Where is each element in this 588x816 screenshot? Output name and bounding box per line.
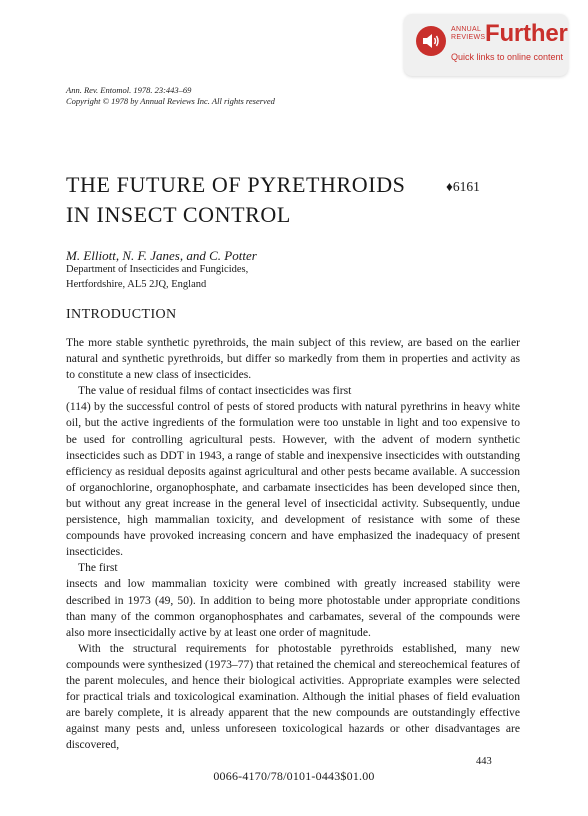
affiliation-line-2: Hertfordshire, AL5 2JQ, England — [66, 279, 207, 290]
section-heading: INTRODUCTION — [66, 307, 177, 322]
paragraph: The first — [78, 561, 118, 575]
article-code: ♦6161 — [446, 179, 480, 194]
banner-annual-text: ANNUAL — [451, 26, 482, 33]
issn-code: 0066-4170/78/0101-0443$01.00 — [213, 769, 375, 783]
annual-reviews-further-banner[interactable] — [404, 14, 568, 76]
paragraph: The value of residual films of contact insecticides was first — [78, 384, 352, 398]
paragraph: The more stable synthetic pyrethroids, the main subject of this review, are based on the earlier natural and synthetic pyrethroids, but differ so markedly from them in properties and activity as to constitute a new class of insecticides. — [66, 336, 520, 382]
banner-further-text: Further — [485, 20, 568, 47]
body-text — [66, 335, 520, 753]
title-line-1: THE FUTURE OF PYRETHROIDS — [66, 172, 406, 197]
citation-line-1: Ann. Rev. Entomol. 1978. 23:443–69 — [66, 85, 192, 95]
title-line-2: IN INSECT CONTROL — [66, 202, 291, 227]
affiliation-line-1: Department of Insecticides and Fungicides, — [66, 264, 249, 275]
paragraph: (114) by the successful control of pests of stored products with natural pyrethrins in heavy white oil, but the active ingredients of the formulation were too unstable in light and too expensive to be used for controlling agricultural pests. However, with the advent of modern synthetic insecticides such as DDT in 1943, a range of stable and inexpensive insecticides with outstanding efficiency as residual deposits against agricultural and other pests became available. A succession of organochlorine, organophosphate, and carbamate insecticides has been developed since then, but without any great increase in the general level of insecticidal activity. Subsequently, undue persistence, high mammalian toxicity, and development of resistance with some of these compounds have provoked increasing concern and have emphasized the inadequacy of present insecticides. — [66, 400, 520, 559]
banner-subtitle: Quick links to online content — [451, 52, 564, 62]
authors: M. Elliott, N. F. Janes, and C. Potter — [66, 248, 257, 263]
banner-brand — [451, 26, 485, 42]
paragraph: With the structural requirements for photostable pyrethroids established, many new compounds were synthesized (1973–77) that retained the chemical and stereochemical features of the parent molecules, and hence their biological activities. Appropriate examples were selected for practical trials and toxicological examination. Although the initial phases of field evaluation are barely complete, it is already apparent that the new compounds are outstandingly effective against many pests and, unless unforeseen toxicological hazards or other disadvantages are discovered, — [66, 641, 520, 752]
article-title — [66, 170, 406, 230]
affiliation — [66, 262, 248, 292]
banner-reviews-text: REVIEWS — [451, 34, 486, 41]
speaker-logo-icon — [416, 26, 446, 56]
page-number: 443 — [476, 756, 492, 767]
citation-line-2: Copyright © 1978 by Annual Reviews Inc. All rights reserved — [66, 96, 275, 106]
paragraph: insects and low mammalian toxicity were combined with greatly increased stability were described in 1973 (49, 50). In addition to being more photostable under appropriate conditions than many of the common organophosphates and carbamates, several of the compounds were also more insecticidally active by at least one order of magnitude. — [66, 577, 520, 639]
